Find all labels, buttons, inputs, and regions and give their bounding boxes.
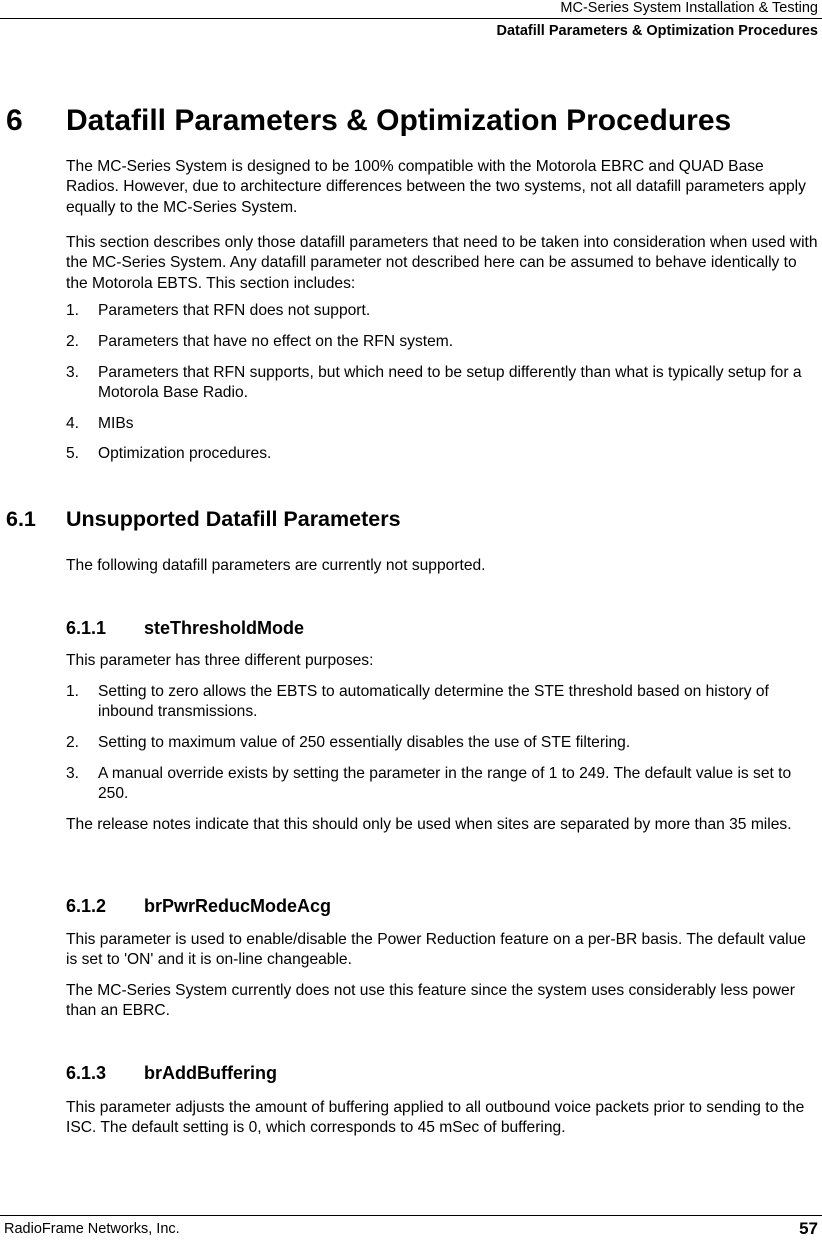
list-item-text: A manual override exists by setting the parameter in the range of 1 to 249. The default value is set to 250. <box>98 765 792 803</box>
chapter-title: Datafill Parameters & Optimization Procedures <box>66 104 732 137</box>
section-paragraph: The following datafill parameters are currently not supported. <box>66 557 486 574</box>
chapter-number: 6 <box>6 104 23 137</box>
footer-company: RadioFrame Networks, Inc. <box>4 1221 180 1237</box>
list-item-text: Setting to zero allows the EBTS to automatically determine the STE threshold based on history of inbound transmissions. <box>98 683 769 721</box>
list-item-number: 5. <box>66 445 80 462</box>
chapter-intro-paragraph: The MC-Series System is designed to be 100% compatible with the Motorola EBRC and QUAD Base Radios. However, due to architecture differences between the two systems, not all datafill parameters apply equally to the MC-Series System. <box>66 158 806 216</box>
list-item-number: 1. <box>66 302 80 319</box>
list-item <box>66 363 818 404</box>
page-number: 57 <box>799 1219 818 1238</box>
subsection-title: brAddBuffering <box>144 1063 277 1083</box>
section-title: Unsupported Datafill Parameters <box>66 507 401 531</box>
list-item-text: Setting to maximum value of 250 essentially disables the use of STE filtering. <box>98 734 631 751</box>
list-item-number: 1. <box>66 683 80 700</box>
chapter-heading <box>6 104 731 138</box>
list-item-number: 2. <box>66 333 80 350</box>
subsection-paragraph: The release notes indicate that this should only be used when sites are separated by more than 35 miles. <box>66 816 792 833</box>
list-item <box>66 301 818 321</box>
list-item-text: Parameters that RFN does not support. <box>98 302 371 319</box>
list-item <box>66 332 818 352</box>
footer-divider <box>0 1215 822 1216</box>
list-item-number: 4. <box>66 415 80 432</box>
running-header-title: MC-Series System Installation & Testing <box>560 0 818 16</box>
list-item <box>66 414 818 434</box>
subsection-paragraph: This parameter has three different purposes: <box>66 652 374 669</box>
list-item-number: 3. <box>66 765 80 782</box>
subsection-heading <box>66 618 304 639</box>
list-item-number: 3. <box>66 364 80 381</box>
subsection-paragraph: This parameter adjusts the amount of buffering applied to all outbound voice packets prior to sending to the ISC. The default setting is 0, which corresponds to 45 mSec of buffering. <box>66 1099 805 1137</box>
header-divider <box>0 18 822 19</box>
list-item-text: MIBs <box>98 415 134 432</box>
list-item-text: Optimization procedures. <box>98 445 272 462</box>
subsection-title: brPwrReducModeAcg <box>144 896 332 916</box>
subsection-heading <box>66 1063 277 1084</box>
subsection-paragraph: The MC-Series System currently does not use this feature since the system uses considerably less power than an EBRC. <box>66 982 795 1020</box>
list-item <box>66 682 818 723</box>
subsection-paragraph: This parameter is used to enable/disable the Power Reduction feature on a per-BR basis. The default value is set to 'ON' and it is on-line changeable. <box>66 931 806 969</box>
list-item-number: 2. <box>66 734 80 751</box>
subsection-number: 6.1.1 <box>66 618 107 638</box>
subsection-heading <box>66 896 331 917</box>
list-item-text: Parameters that have no effect on the RFN system. <box>98 333 454 350</box>
list-item <box>66 444 818 464</box>
chapter-scope-paragraph: This section describes only those datafill parameters that need to be taken into consideration when used with the MC-Series System. Any datafill parameter not described here can be assumed to behave identically to the Motorola EBTS. This section includes: <box>66 234 818 292</box>
list-item <box>66 764 818 805</box>
subsection-number: 6.1.3 <box>66 1063 107 1083</box>
subsection-number: 6.1.2 <box>66 896 107 916</box>
section-number: 6.1 <box>6 507 36 531</box>
section-heading <box>6 507 401 532</box>
running-header-section: Datafill Parameters & Optimization Procedures <box>496 23 818 39</box>
subsection-title: steThresholdMode <box>144 618 305 638</box>
list-item-text: Parameters that RFN supports, but which need to be setup differently than what is typically setup for a Motorola Base Radio. <box>98 364 802 402</box>
list-item <box>66 733 818 753</box>
